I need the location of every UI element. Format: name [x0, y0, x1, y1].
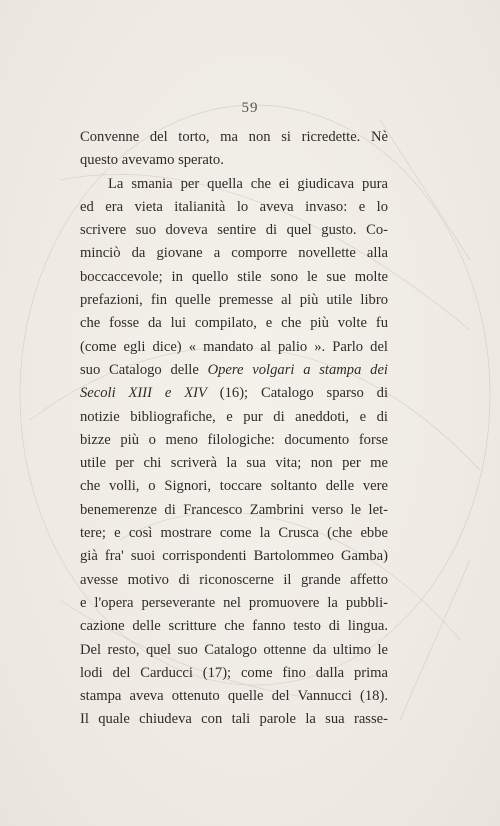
text-line: bizze più o meno filologiche: documento forse: [80, 431, 388, 448]
italic-title: Opere volgari a stampa dei: [207, 361, 388, 378]
text-line: ed era vieta italianità lo aveva invaso: e lo: [80, 198, 388, 215]
text-line: questo avevamo sperato.: [80, 152, 224, 169]
text-line: notizie bibliografiche, e pur di aneddoti, e di: [80, 408, 388, 425]
text-line: stampa aveva ottenuto quelle del Vannucci (18).: [80, 688, 388, 705]
text-line: avesse motivo di riconoscerne il grande affetto: [80, 571, 388, 588]
text-segment: suo Catalogo delle: [80, 361, 208, 378]
text-line: cazione delle scritture che fanno testo di lingua.: [80, 618, 388, 635]
page-number: 59: [241, 100, 259, 116]
text-line: [80, 382, 388, 405]
text-line: e l'opera perseverante nel promuovere la pubbli-: [80, 594, 388, 611]
text-line: Il quale chiudeva con tali parole la sua rasse-: [80, 711, 388, 728]
text-line: (come egli dice) « mandato al palio ». Parlo del: [80, 338, 388, 355]
italic-title: Secoli XIII e XIV: [80, 385, 207, 402]
text-segment: (16); Catalogo sparso di: [206, 385, 388, 402]
text-line: che fosse da lui compilato, e che più volte fu: [80, 315, 388, 332]
text-line: La smania per quella che ei giudicava pura: [108, 175, 388, 192]
text-line: che volli, o Signori, toccare soltanto delle vere: [80, 478, 388, 495]
text-line: tere; e così mostrare come la Crusca (che ebbe: [80, 525, 388, 542]
text-line: boccaccevole; in quello stile sono le sue molte: [80, 268, 388, 285]
text-line: utile per chi scriverà la sua vita; non per me: [80, 455, 388, 472]
text-line: [80, 359, 388, 382]
text-line: Convenne del torto, ma non si ricredette. Nè: [80, 129, 388, 145]
text-line: prefazioni, fin quelle premesse al più utile libro: [80, 292, 388, 309]
body-text: [80, 126, 388, 732]
text-line: già fra' suoi corrispondenti Bartolommeo Gamba): [80, 548, 388, 565]
text-line: benemerenze di Francesco Zambrini verso le let-: [80, 501, 388, 518]
text-line: minciò da giovane a comporre novellette alla: [80, 245, 388, 262]
text-line: scrivere suo doveva sentire di quel gusto. Co-: [80, 222, 388, 239]
text-line: Del resto, quel suo Catalogo ottenne da ultimo le: [80, 641, 388, 658]
text-line: lodi del Carducci (17); come fino dalla prima: [80, 664, 388, 681]
